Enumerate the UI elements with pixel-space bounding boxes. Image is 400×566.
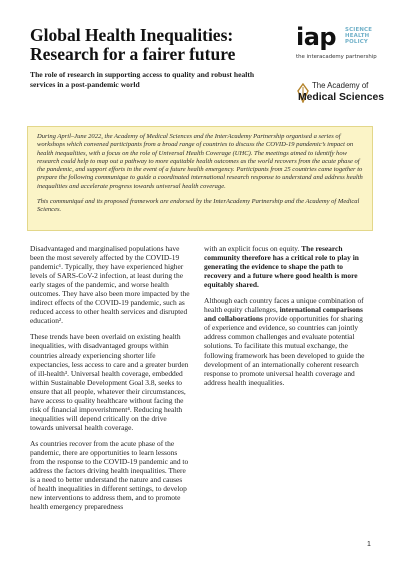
key-phrase: international comparisons and collaborations <box>204 305 363 324</box>
body-text: with an explicit focus on equity. <box>204 244 302 253</box>
iap-sub-science: SCIENCE <box>345 27 373 33</box>
iap-logo <box>296 24 386 64</box>
iap-policy-label <box>345 27 372 45</box>
body-paragraph <box>204 296 368 386</box>
iap-wordmark: iap <box>296 23 337 51</box>
body-column-left <box>30 244 190 518</box>
intro-paragraph: During April–June 2022, the Academy of Medical Sciences and the InterAcademy Partnership organised a series of workshops which convened participants from a broad range of countries to discuss the COVID-19 pandemic’s impact on health inequalities, with a focus on the role of Universal Health Coverage (UHC). The meetings aimed to identify how research could help to map out a pathway to more equitable health outcomes as the world recovers from the acute phase of the pandemic, and support efforts in the event of a future health emergency. Participants from 25 countries came together to prepare the following communique to guide a coordinated international research response to understand and address health inequalities and accelerate progress towards universal health coverage. <box>37 133 363 190</box>
iap-tagline: the interacademy partnership <box>296 54 377 60</box>
endorsement-paragraph: This communiqué and its proposed framework are endorsed by the InterAcademy Partnership and the Academy of Medical Sciences. <box>37 198 360 214</box>
body-paragraph: As countries recover from the acute phase of the pandemic, there are opportunities to learn lessons from the response to the COVID-19 pandemic and to address the factors driving health inequalities. There is a need to better understand the nature and causes of health inequalities in different settings, to develop new interventions to address them, and to promote health emergency preparedness <box>30 438 189 512</box>
body-paragraph: Disadvantaged and marginalised populations have been the most severely affected by the COVID-19 pandemic¹. Typically, they have experienced higher levels of SARS-CoV-2 infection, at least during the early stages of the pandemic, and worse health outcomes. They have also been more impacted by the indirect effects of the COVID-19 pandemic, such as reduced access to other health services and disrupted education². <box>30 244 190 326</box>
ams-name-line2: Medical Sciences <box>298 92 385 103</box>
page-number: 1 <box>367 541 371 548</box>
intro-callout <box>27 126 373 231</box>
body-text: Although each country faces a unique combination of health equity challenges, <box>204 296 364 315</box>
key-message: The research community therefore has a critical role to play in generating the evidence to shape the path to recovery and a future where good health is more equitably shared. <box>204 244 359 290</box>
iap-sub-health: HEALTH <box>345 33 370 39</box>
body-column-right <box>204 244 368 394</box>
body-paragraph: These trends have been overlaid on existing health inequalities, with disadvantaged groups within countries already experiencing shorter life expectancies, less access to care and a greater burden of ill-health³. Universal health coverage, embedded within Sustainable Development Goal 3.8, seeks to ensure that all people, whatever their circumstances, have access to quality healthcare without facing the risk of financial impoverishment⁴. Reducing health inequalities will depend critically on the drive towards universal health coverage. <box>30 332 189 432</box>
ams-logo <box>296 78 392 118</box>
body-text: provide opportunities for sharing of experience and evidence, so countries can jointly address common challenges and evaluate potential solutions. To facilitate this mutual exchange, the following framework has been developed to guide the development of an internationally coherent research response to promote universal health coverage and address health inequalities. <box>204 314 365 387</box>
page-title: Global Health Inequalities: Research for a fairer future <box>30 25 236 64</box>
page-subtitle: The role of research in supporting access to quality and robust health services in a post-pandemic world <box>30 70 255 89</box>
ams-name-line1: The Academy of <box>312 81 369 90</box>
iap-sub-policy: POLICY <box>345 39 369 45</box>
body-paragraph <box>204 244 368 289</box>
